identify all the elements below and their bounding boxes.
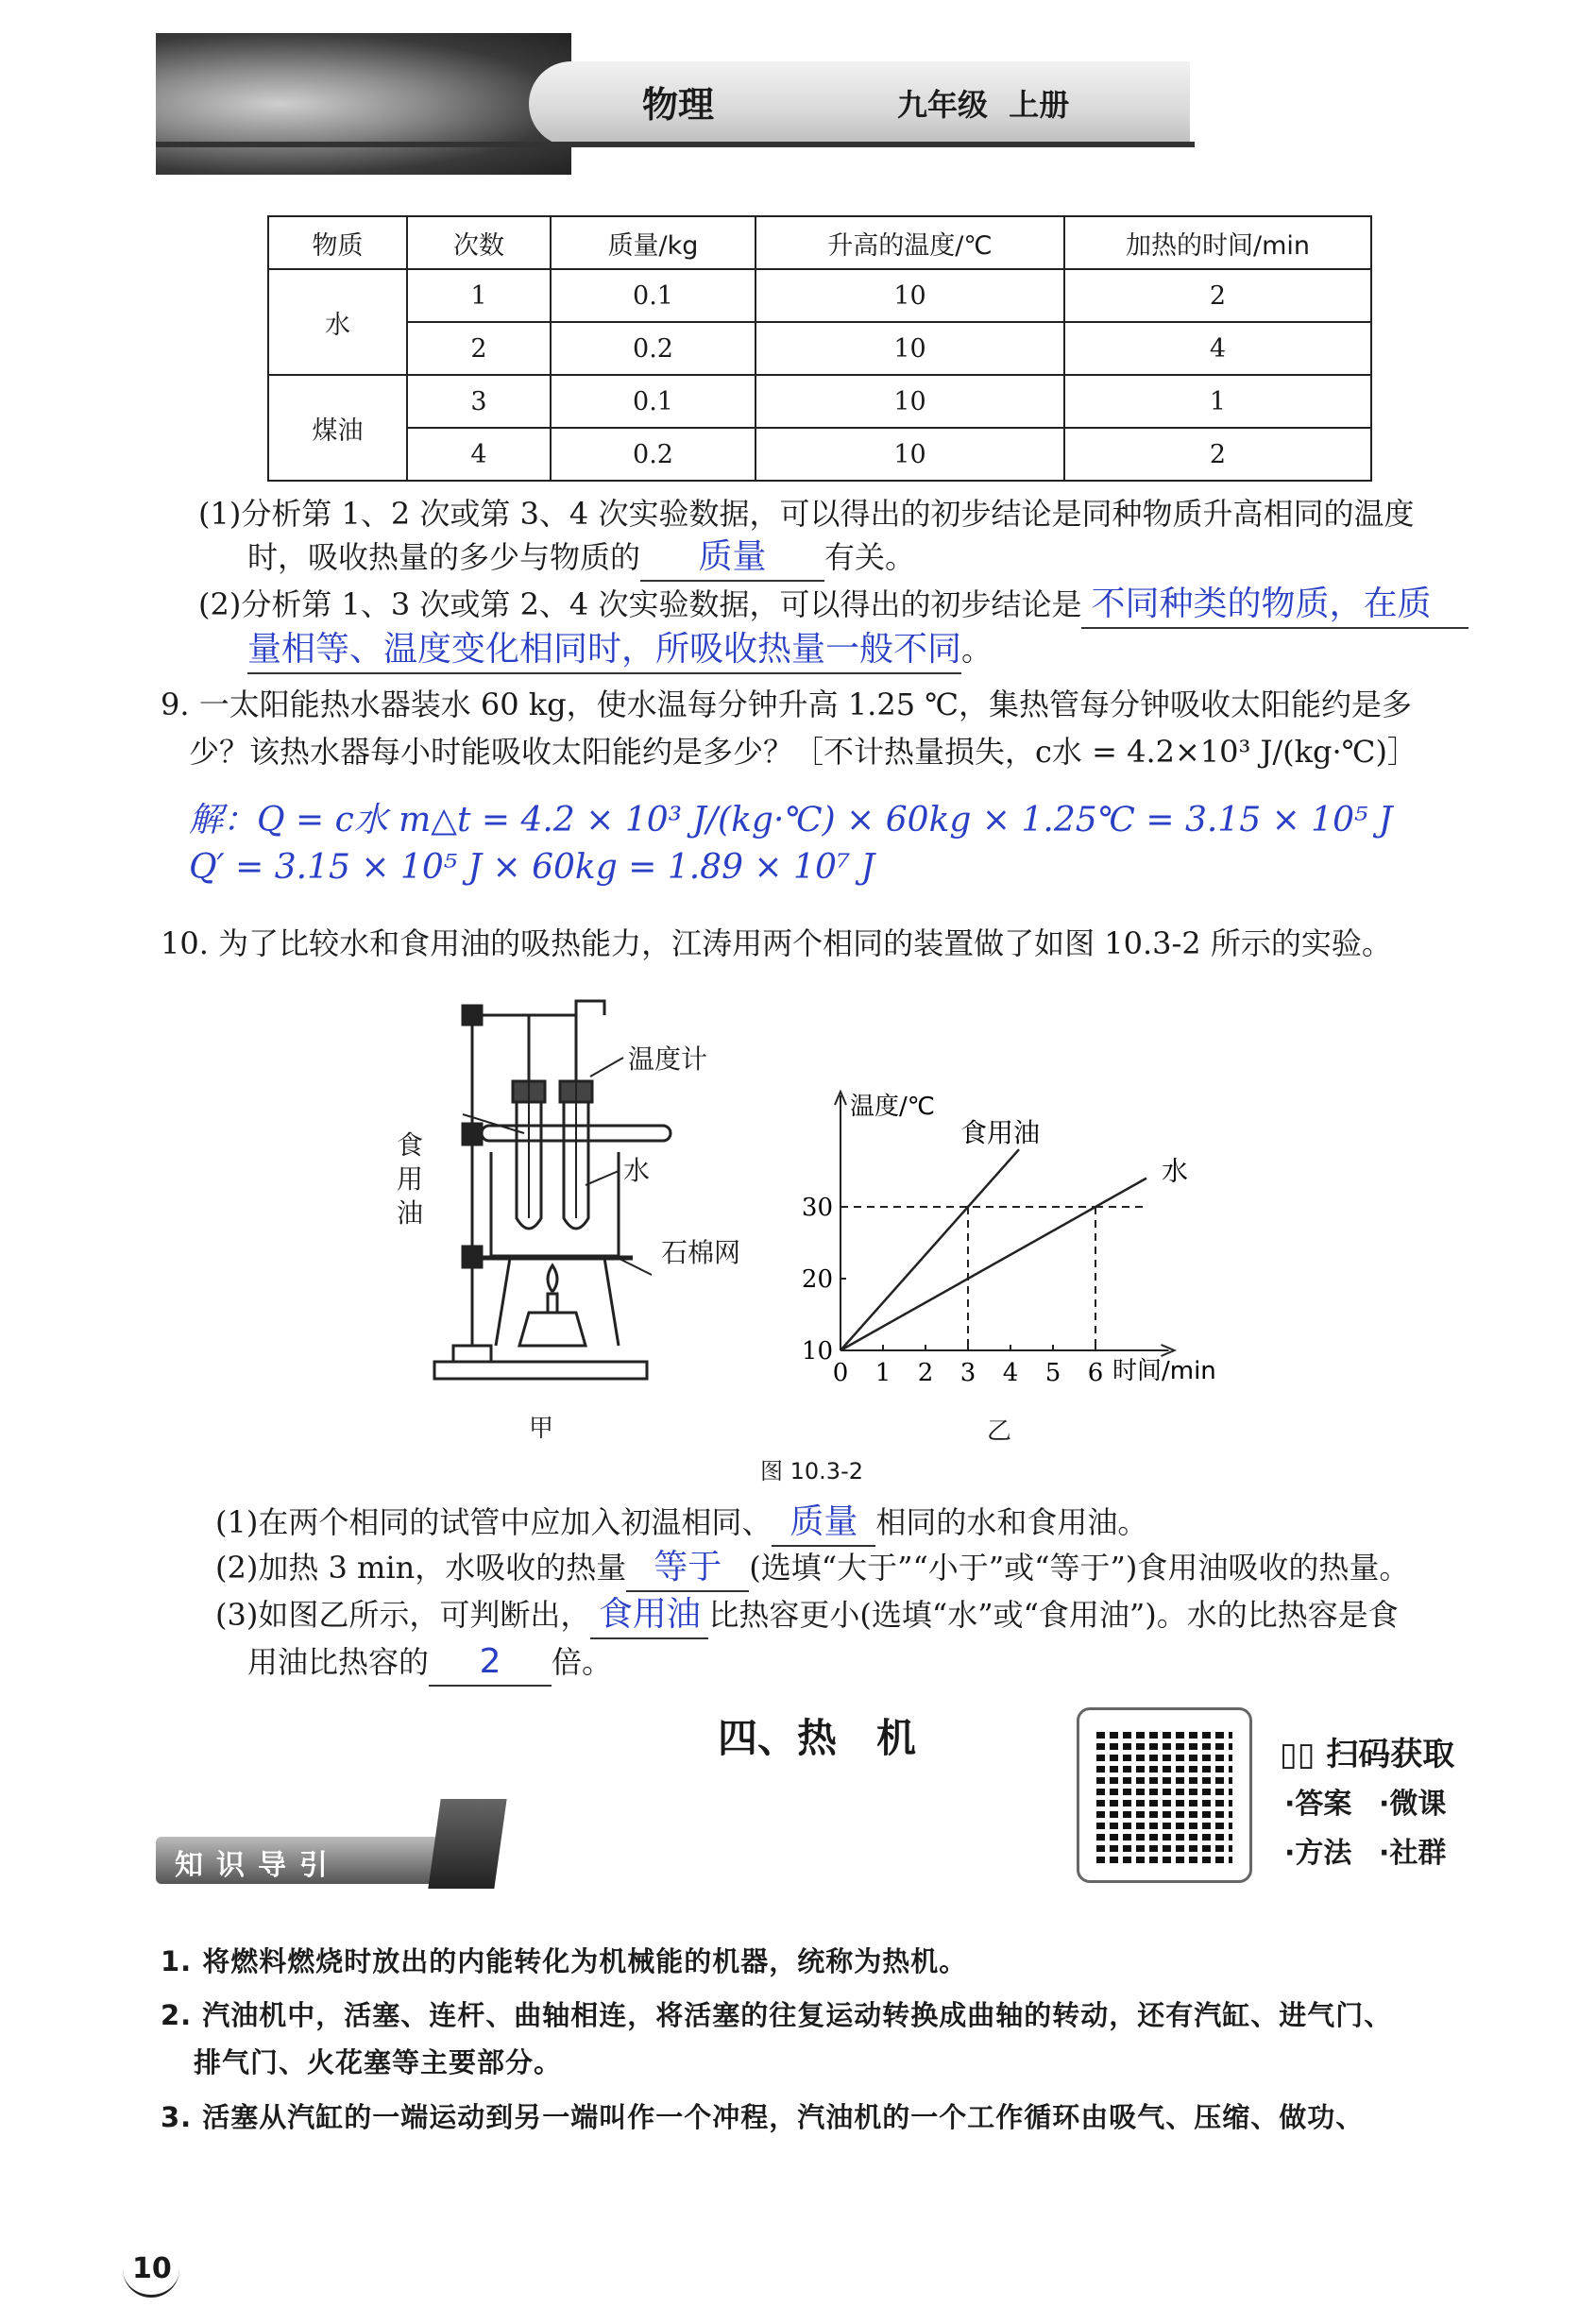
text: 相同的水和食用油。 bbox=[875, 1504, 1148, 1540]
table-row bbox=[268, 322, 1371, 375]
qr-title bbox=[1280, 1728, 1454, 1774]
y-tick-label: 10 bbox=[801, 1337, 833, 1366]
cell: 4 bbox=[1064, 322, 1371, 375]
table-row bbox=[268, 428, 1371, 481]
temperature-chart bbox=[793, 1086, 1237, 1398]
qr-items bbox=[1284, 1780, 1473, 1871]
label-jia: 甲 bbox=[529, 1415, 554, 1443]
y-tick-label: 20 bbox=[801, 1265, 833, 1294]
x-tick-label: 2 bbox=[917, 1359, 934, 1387]
q8-p1-line2 bbox=[247, 534, 915, 582]
text: 倍。 bbox=[552, 1644, 613, 1680]
q10-p3-line1 bbox=[215, 1592, 1399, 1639]
cell: 2 bbox=[407, 322, 551, 375]
x-tick-label: 0 bbox=[832, 1359, 849, 1387]
qr-title-text: 扫码获取 bbox=[1326, 1736, 1455, 1773]
text: (选填“大于”“小于”或“等于”)食用油吸收的热量。 bbox=[749, 1550, 1410, 1586]
label-oil: 食 用 油 bbox=[397, 1129, 424, 1229]
q9-line2: 少？该热水器每小时能吸收太阳能约是多少？［不计热量损失，c水 = 4.2×10³ J/(kg·℃)］ bbox=[189, 734, 1418, 770]
text: 有关。 bbox=[824, 539, 916, 575]
text: 用油比热容的 bbox=[247, 1644, 430, 1680]
note-3: 3. 活塞从汽缸的一端运动到另一端叫作一个冲程，汽油机的一个工作循环由吸气、压缩、做功、 bbox=[161, 2101, 1365, 2133]
text: 。 bbox=[961, 632, 993, 668]
label-yi: 乙 bbox=[987, 1417, 1012, 1446]
text: 比热容更小(选填“水”或“食用油”)。水的比热容是食 bbox=[708, 1597, 1399, 1633]
y-axis-label: 温度/℃ bbox=[850, 1093, 935, 1121]
th: 物质 bbox=[268, 216, 407, 269]
cell: 1 bbox=[407, 269, 551, 322]
header-subject: 物理 bbox=[642, 84, 715, 126]
cell: 10 bbox=[756, 322, 1064, 375]
cell: 10 bbox=[756, 269, 1064, 322]
table-header-row bbox=[268, 216, 1371, 269]
th: 加热的时间/min bbox=[1064, 216, 1371, 269]
answer-blank: 量相等、温度变化相同时，所吸收热量一般不同 bbox=[247, 627, 961, 674]
cell: 煤油 bbox=[268, 375, 407, 481]
x-tick-label: 4 bbox=[1002, 1359, 1019, 1387]
qr-item: ·答案 bbox=[1284, 1788, 1352, 1821]
label-gauze: 石棉网 bbox=[661, 1237, 741, 1268]
stand-base bbox=[434, 1362, 647, 1379]
q10-p1 bbox=[215, 1500, 1147, 1547]
label-water: 水 bbox=[623, 1155, 651, 1186]
guide-label: 知识导引 bbox=[175, 1849, 341, 1882]
answer-blank: 等于 bbox=[626, 1545, 749, 1592]
label-thermometer: 温度计 bbox=[628, 1043, 708, 1075]
q10-stem: 10. 为了比较水和食用油的吸热能力，江涛用两个相同的装置做了如图 10.3-2 所示的实验。 bbox=[161, 925, 1392, 961]
cell: 0.2 bbox=[551, 322, 756, 375]
page-number: 10 bbox=[132, 2252, 172, 2285]
qr-item: ·方法 bbox=[1284, 1837, 1352, 1870]
q10-p2 bbox=[215, 1545, 1409, 1592]
x-tick-label: 5 bbox=[1044, 1359, 1061, 1387]
q8-p2-line1 bbox=[198, 582, 1469, 629]
q9-solution-1: 解：Q = c水 m△t = 4.2 × 10³ J/(kg·℃) × 60kg × 1.25℃ = 3.15 × 10⁵ J bbox=[189, 801, 1393, 840]
header-bar bbox=[529, 61, 1190, 146]
cell: 水 bbox=[268, 269, 407, 375]
cell: 2 bbox=[1064, 428, 1371, 481]
q10-p3-line2 bbox=[247, 1639, 612, 1687]
answer-blank: 食用油 bbox=[590, 1592, 708, 1639]
text: (1)在两个相同的试管中应加入初温相同、 bbox=[215, 1504, 773, 1540]
series-line bbox=[840, 1149, 1019, 1350]
series-label: 食用油 bbox=[959, 1117, 1041, 1149]
x-tick-label: 1 bbox=[874, 1359, 891, 1387]
cell: 10 bbox=[756, 428, 1064, 481]
note-2-cont: 排气门、火花塞等主要部分。 bbox=[194, 2046, 563, 2078]
data-table bbox=[267, 215, 1372, 482]
text: 时，吸收热量的多少与物质的 bbox=[247, 539, 641, 575]
qr-item: ·微课 bbox=[1379, 1788, 1447, 1821]
q8-p1-line1: (1)分析第 1、2 次或第 3、4 次实验数据，可以得出的初步结论是同种物质升高相同的温度 bbox=[198, 496, 1415, 532]
qr-code-icon[interactable] bbox=[1096, 1727, 1232, 1863]
th: 升高的温度/℃ bbox=[756, 216, 1064, 269]
series-label: 水 bbox=[1162, 1155, 1189, 1187]
qr-frame bbox=[1077, 1707, 1252, 1883]
x-axis-label: 时间/min bbox=[1112, 1357, 1216, 1385]
section-title: 四、热 机 bbox=[718, 1715, 917, 1761]
header-rule bbox=[156, 142, 1195, 147]
answer-blank: 质量 bbox=[640, 534, 824, 582]
answer-blank: 2 bbox=[429, 1639, 552, 1687]
answer-blank: 质量 bbox=[772, 1500, 875, 1547]
th: 次数 bbox=[407, 216, 551, 269]
note-2: 2. 汽油机中，活塞、连杆、曲轴相连，将活塞的往复运动转换成曲轴的转动，还有汽缸、进气门、 bbox=[161, 1999, 1393, 2031]
y-tick-label: 30 bbox=[801, 1194, 833, 1222]
table-row bbox=[268, 375, 1371, 428]
cell: 3 bbox=[407, 375, 551, 428]
text: (3)如图乙所示，可判断出， bbox=[215, 1597, 591, 1633]
header-grade: 九年级 上册 bbox=[897, 87, 1070, 123]
th: 质量/kg bbox=[551, 216, 756, 269]
x-tick-label: 6 bbox=[1087, 1359, 1104, 1387]
x-tick-label: 3 bbox=[959, 1359, 976, 1387]
note-1: 1. 将燃料燃烧时放出的内能转化为机械能的机器，统称为热机。 bbox=[161, 1945, 968, 1977]
cell: 1 bbox=[1064, 375, 1371, 428]
text: (2)加热 3 min，水吸收的热量 bbox=[215, 1550, 627, 1586]
cell: 4 bbox=[407, 428, 551, 481]
series-line bbox=[840, 1179, 1146, 1350]
text: (2)分析第 1、3 次或第 2、4 次实验数据，可以得出的初步结论是 bbox=[198, 586, 1082, 622]
cell: 2 bbox=[1064, 269, 1371, 322]
q8-p2-line2 bbox=[247, 627, 992, 674]
cell: 10 bbox=[756, 375, 1064, 428]
table-row bbox=[268, 269, 1371, 322]
guide-banner-deco bbox=[428, 1799, 506, 1889]
qr-item: ·社群 bbox=[1379, 1837, 1447, 1870]
answer-blank: 不同种类的物质，在质 bbox=[1081, 582, 1469, 629]
q9-line1: 9. 一太阳能热水器装水 60 kg，使水温每分钟升高 1.25 ℃，集热管每分钟吸收太阳能约是多 bbox=[161, 687, 1413, 722]
q9-solution-2: Q′ = 3.15 × 10⁵ J × 60kg = 1.89 × 10⁷ J bbox=[189, 848, 875, 887]
figure-caption: 图 10.3-2 bbox=[760, 1458, 863, 1484]
book-icon: ▯▯ bbox=[1280, 1736, 1316, 1773]
cell: 0.2 bbox=[551, 428, 756, 481]
cell: 0.1 bbox=[551, 375, 756, 428]
header-banner-image bbox=[156, 33, 571, 175]
cell: 0.1 bbox=[551, 269, 756, 322]
